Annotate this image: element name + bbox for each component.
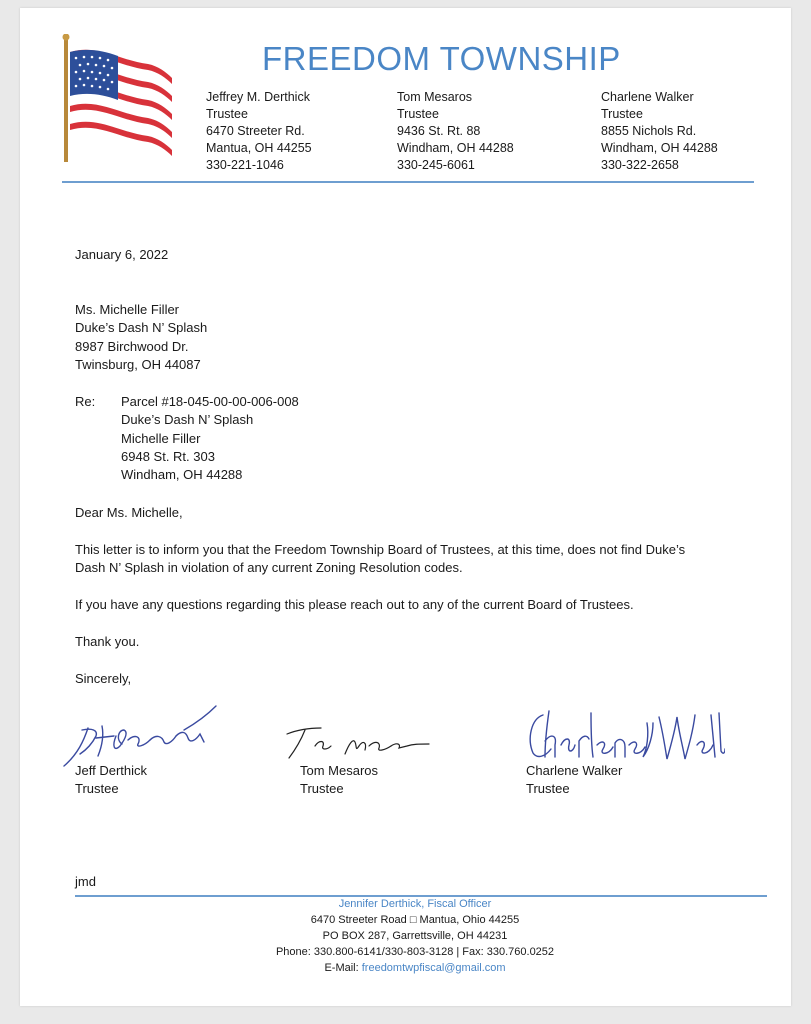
thanks-line: Thank you. xyxy=(75,634,140,649)
re-block xyxy=(121,393,299,484)
footer-po-box: PO BOX 287, Garrettsville, OH 44231 xyxy=(322,930,508,942)
fiscal-officer: Jennifer Derthick, Fiscal Officer xyxy=(338,898,492,910)
trustee-name: Charlene Walker xyxy=(601,90,694,104)
trustee-name: Jeffrey M. Derthick xyxy=(206,90,310,104)
typist-initials: jmd xyxy=(75,874,96,889)
recipient-address xyxy=(75,301,207,374)
footer-phone: Phone: 330.800-6141/330-803-3128 | Fax: 330.760.0252 xyxy=(275,946,555,958)
trustee-phone: 330-221-1046 xyxy=(206,158,284,172)
paragraph-2: If you have any questions regarding this please reach out to any of the current Board of Trustees. xyxy=(75,597,634,612)
trustee-name: Tom Mesaros xyxy=(397,90,473,104)
signature-tom-mesaros xyxy=(283,720,433,764)
signature-charlene-walker xyxy=(525,705,725,767)
recipient-line: 8987 Birchwood Dr. xyxy=(75,338,189,354)
signer-name: Tom Mesaros xyxy=(300,763,379,778)
trustee-street: 9436 St. Rt. 88 xyxy=(397,124,481,138)
trustee-block-derthick xyxy=(206,89,312,174)
recipient-line: Duke’s Dash N’ Splash xyxy=(75,320,208,336)
recipient-line: Ms. Michelle Filler xyxy=(75,302,180,317)
re-line: 6948 St. Rt. 303 xyxy=(121,448,215,464)
signer-block-derthick xyxy=(75,762,147,799)
trustee-phone: 330-322-2658 xyxy=(601,158,679,172)
trustee-block-mesaros xyxy=(397,89,514,174)
header-divider xyxy=(62,181,754,183)
trustee-city: Windham, OH 44288 xyxy=(601,141,718,155)
trustee-phone: 330-245-6061 xyxy=(397,158,475,172)
salutation: Dear Ms. Michelle, xyxy=(75,505,183,520)
letter-date: January 6, 2022 xyxy=(75,247,169,262)
signer-role: Trustee xyxy=(75,781,119,797)
trustee-block-walker xyxy=(601,89,718,174)
signer-name: Jeff Derthick xyxy=(75,763,148,778)
paragraph-1 xyxy=(75,541,685,578)
trustee-city: Windham, OH 44288 xyxy=(397,141,514,155)
signer-role: Trustee xyxy=(300,781,344,797)
email-link[interactable]: freedomtwpfiscal@gmail.com xyxy=(361,962,506,974)
email-label: E-Mail: xyxy=(324,962,359,974)
trustee-role: Trustee xyxy=(397,107,439,121)
township-title: FREEDOM TOWNSHIP xyxy=(262,40,621,77)
recipient-line: Twinsburg, OH 44087 xyxy=(75,356,201,372)
re-label: Re: xyxy=(75,394,96,409)
signer-block-walker xyxy=(526,762,622,799)
re-line: Parcel #18-045-00-00-006-008 xyxy=(121,394,299,409)
paragraph-line: Dash N’ Splash in violation of any current Zoning Resolution codes. xyxy=(75,560,463,576)
re-line: Michelle Filler xyxy=(121,430,201,446)
signer-block-mesaros xyxy=(300,762,378,799)
re-line: Duke’s Dash N’ Splash xyxy=(121,412,254,428)
trustee-street: 8855 Nichols Rd. xyxy=(601,124,697,138)
signer-role: Trustee xyxy=(526,781,570,797)
re-line: Windham, OH 44288 xyxy=(121,467,243,483)
footer-address: 6470 Streeter Road □ Mantua, Ohio 44255 xyxy=(310,914,520,926)
signer-name: Charlene Walker xyxy=(526,763,623,778)
paragraph-line: This letter is to inform you that the Freedom Township Board of Trustees, at this time, does not find Duke’s xyxy=(75,542,686,557)
footer-email-line xyxy=(200,960,630,976)
trustee-city: Mantua, OH 44255 xyxy=(206,141,312,155)
trustee-role: Trustee xyxy=(206,107,248,121)
american-flag-logo xyxy=(58,34,178,166)
closing-line: Sincerely, xyxy=(75,671,132,686)
trustee-role: Trustee xyxy=(601,107,643,121)
trustee-street: 6470 Streeter Rd. xyxy=(206,124,305,138)
